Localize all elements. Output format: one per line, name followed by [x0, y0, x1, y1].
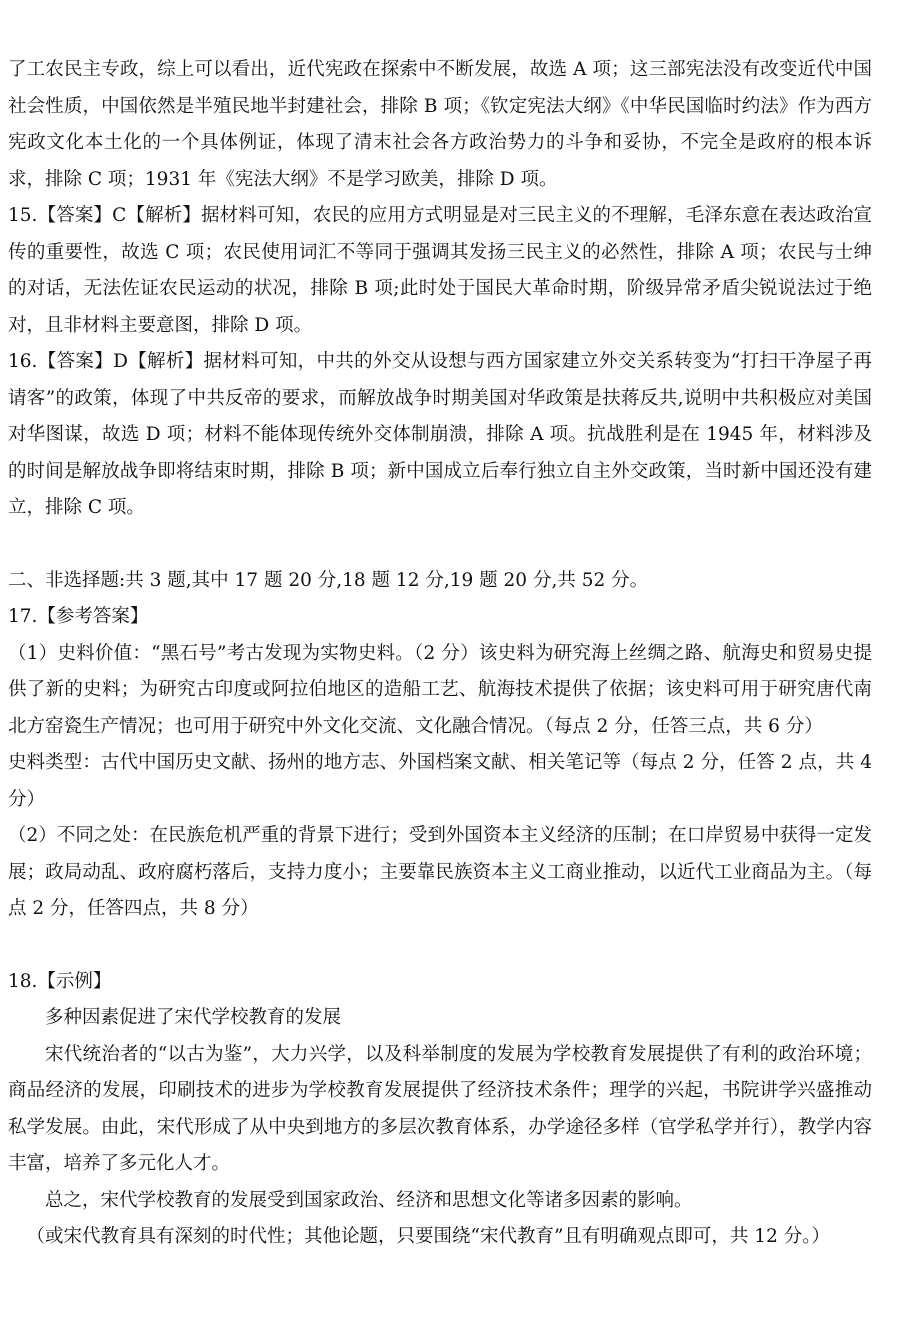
- non-choice-section: [8, 563, 872, 928]
- q18-essay-body: 宋代统治者的“以古为鉴”，大力兴学，以及科举制度的发展为学校教育发展提供了有利的政治环境；商品经济的发展，印刷技术的进步为学校教育发展提供了经济技术条件；理学的兴起，书院讲学兴盛推动私学发展。由此，宋代形成了从中央到地方的多层次教育体系，办学途径多样（官学私学并行），教学内容丰富，培养了多元化人才。: [8, 1043, 872, 1174]
- q15-answer: 15.【答案】C【解析】据材料可知，农民的应用方式明显是对三民主义的不理解，毛泽东意在表达政治宣传的重要性，故选 C 项；农民使用词汇不等同于强调其发扬三民主义的必然性，排除 A 项；农民与士绅的对话，无法佐证农民运动的状况，排除 B 项;此时处于国民大革命时期，阶级异常矛盾尖锐说法过于绝对，且非材料主要意图，排除 D 项。: [8, 205, 872, 336]
- q18-section: [8, 964, 872, 1256]
- spacer: [8, 928, 872, 964]
- q18-heading: 18.【示例】: [8, 970, 112, 992]
- q17-part1: （1）史料价值：“黑石号”考古发现为实物史料。（2 分）该史料为研究海上丝绸之路、航海史和贸易史提供了新的史料；为研究古印度或阿拉伯地区的造船工艺、航海技术提供了依据；该史料可用于研究唐代南北方窑瓷生产情况；也可用于研究中外文化交流、文化融合情况。（每点 2 分，任答三点，共 6 分）: [8, 642, 872, 737]
- answer-analysis-section: [8, 52, 872, 527]
- q18-essay-conclusion: 总之，宋代学校教育的发展受到国家政治、经济和思想文化等诸多因素的影响。: [45, 1189, 693, 1211]
- q18-scoring-note: （或宋代教育具有深刻的时代性；其他论题，只要围绕“宋代教育”且有明确观点即可，共 12 分。）: [26, 1226, 830, 1247]
- q16-answer: 16.【答案】D【解析】据材料可知，中共的外交从设想与西方国家建立外交关系转变为“打扫干净屋子再请客”的政策，体现了中共反帝的要求，而解放战争时期美国对华政策是扶蒋反共,说明中共积极应对美国对华图谋，故选 D 项；材料不能体现传统外交体制崩溃，排除 A 项。抗战胜利是在 1945 年，材料涉及的时间是解放战争即将结束时期，排除 B 项；新中国成立后奉行独立自主外交政策，当时新中国还没有建立，排除 C 项。: [8, 351, 872, 518]
- spacer: [8, 527, 872, 563]
- section2-title: 二、非选择题:共 3 题,其中 17 题 20 分,18 题 12 分,19 题 20 分,共 52 分。: [8, 569, 649, 591]
- q17-source-types: 史料类型：古代中国历史文献、扬州的地方志、外国档案文献、相关笔记等（每点 2 分，任答 2 点，共 4 分）: [8, 752, 872, 810]
- q14-analysis-tail: 了工农民主专政，综上可以看出，近代宪政在探索中不断发展，故选 A 项；这三部宪法没有改变近代中国社会性质，中国依然是半殖民地半封建社会，排除 B 项；《钦定宪法大纲》《中华民国临时约法》作为西方宪政文化本土化的一个具体例证，体现了清末社会各方政治势力的斗争和妥协，不完全是政府的根本诉求，排除 C 项；1931 年《宪法大纲》不是学习欧美，排除 D 项。: [8, 59, 872, 190]
- q18-essay-title: 多种因素促进了宋代学校教育的发展: [45, 1007, 342, 1028]
- q17-part2: （2）不同之处：在民族危机严重的背景下进行；受到外国资本主义经济的压制；在口岸贸易中获得一定发展；政局动乱、政府腐朽落后，支持力度小；主要靠民族资本主义工商业推动，以近代工业商品为主。（每点 2 分，任答四点，共 8 分）: [8, 825, 872, 919]
- q17-heading: 17.【参考答案】: [8, 606, 149, 627]
